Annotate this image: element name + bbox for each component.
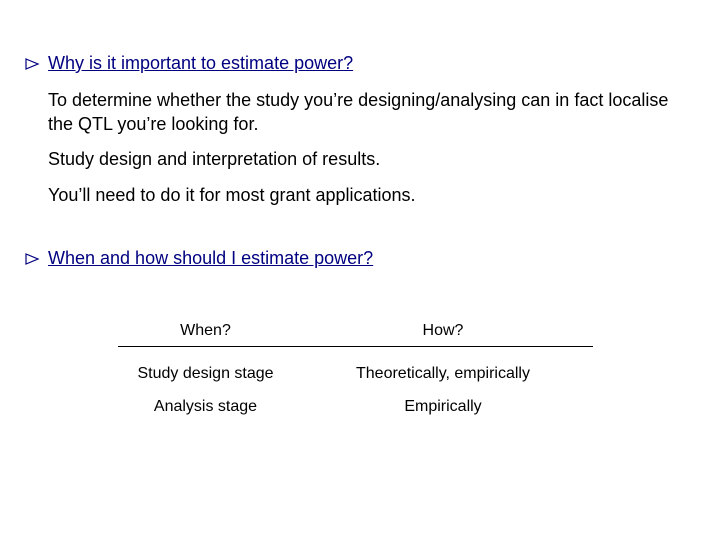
table-row	[118, 390, 593, 423]
when-how-table	[118, 316, 593, 423]
table-header-when: When?	[180, 322, 231, 339]
paragraph-determine: To determine whether the study you’re designing/analysing can in fact localise the QTL you’re looking for.	[48, 90, 669, 134]
paragraph-grant: You’ll need to do it for most grant applications.	[48, 185, 416, 205]
table-cell: Study design stage	[137, 364, 274, 382]
table-header-how: How?	[422, 322, 464, 339]
table-cell: Empirically	[404, 397, 482, 415]
table-header	[118, 316, 593, 347]
bullet-item-why	[24, 53, 353, 74]
heading-why-link[interactable]: Why is it important to estimate power?	[48, 53, 354, 73]
table-row	[118, 357, 593, 390]
table-cell: Analysis stage	[153, 397, 258, 415]
paragraph-study-design: Study design and interpretation of results.	[48, 149, 381, 169]
triangle-bullet-icon	[24, 251, 40, 267]
bullet-item-when	[24, 248, 373, 269]
triangle-bullet-icon	[24, 56, 40, 72]
heading-when-link[interactable]: When and how should I estimate power?	[48, 248, 374, 268]
table-cell: Theoretically, empirically	[356, 364, 530, 382]
